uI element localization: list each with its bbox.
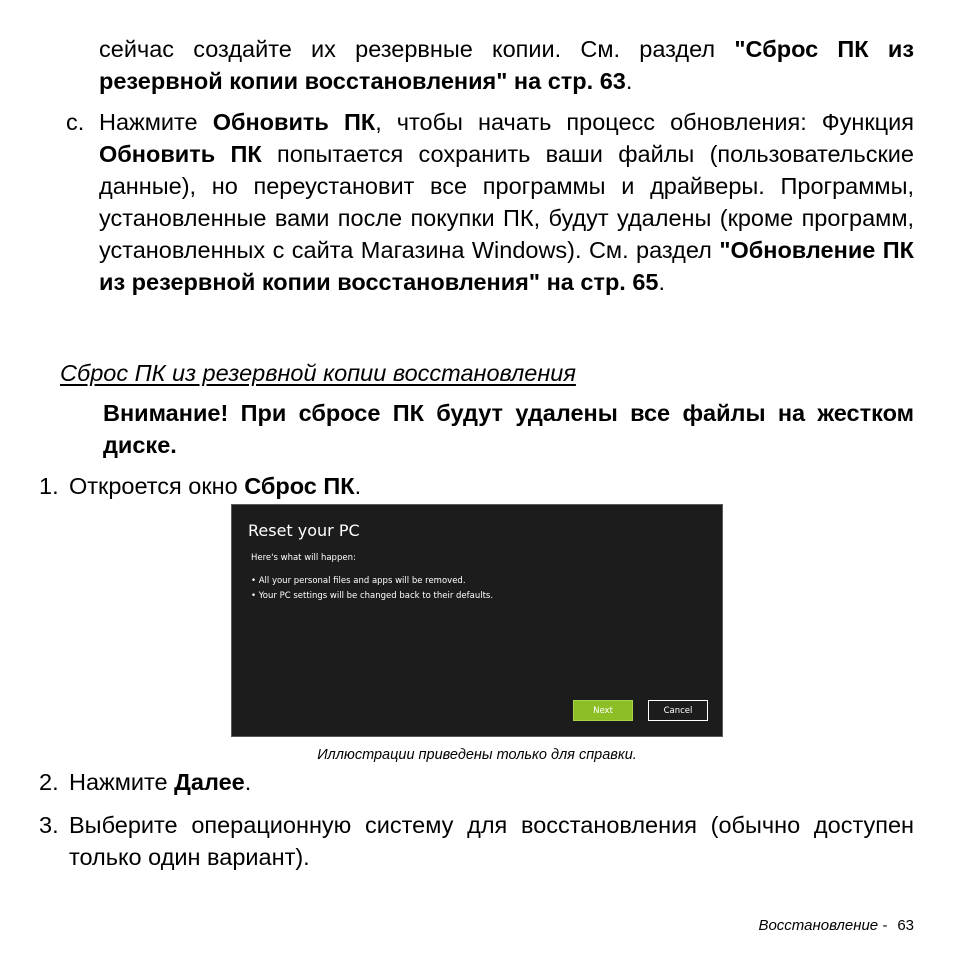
window-title: Reset your PC [248, 521, 360, 540]
continuation-paragraph: сейчас создайте их резервные копии. См. раздел "Сброс ПК из резервной копии восстановления" на стр. 63. [99, 36, 915, 94]
list-marker-c: c. [66, 109, 85, 135]
list-item: • Your PC settings will be changed back to their defaults. [251, 591, 494, 601]
step-1: Откроется окно Сброс ПК. [69, 473, 362, 499]
step-marker-1: 1. [39, 473, 59, 499]
step-marker-3: 3. [39, 812, 59, 838]
page-footer [758, 917, 914, 934]
reset-pc-screenshot [231, 504, 723, 737]
list-item-c: Нажмите Обновить ПК, чтобы начать процесс обновления: Функция Обновить ПК попытается сохранить ваши файлы (пользовательские данные), но переустановит все программы и драйверы. Программы, установленные вами после покупки ПК, будут удалены (кроме программ, установленных с сайта Магазина Windows). См. раздел "Обновление ПК из резервной копии восстановления" на стр. 65. [99, 109, 914, 295]
figure-caption: Иллюстрации приведены только для справки. [317, 747, 637, 763]
cancel-button[interactable]: Cancel [648, 700, 708, 721]
window-subtitle: Here's what will happen: [251, 553, 356, 563]
bullet-list [251, 574, 493, 604]
cross-reference-link: "Обновление ПК из резервной копии восстановления" на стр. 65 [99, 237, 914, 295]
step-3: Выберите операционную систему для восстановления (обычно доступен только один вариант). [69, 812, 914, 870]
next-button[interactable]: Next [573, 700, 633, 721]
step-2: Нажмите Далее. [69, 769, 252, 795]
list-item: • All your personal files and apps will be removed. [251, 576, 466, 586]
section-heading: Сброс ПК из резервной копии восстановления [60, 360, 576, 386]
cross-reference-link: "Сброс ПК из резервной копии восстановления" на стр. 63 [99, 36, 915, 94]
footer-section: Восстановление - [758, 917, 888, 934]
warning-note: Внимание! При сбросе ПК будут удалены все файлы на жестком диске. [103, 400, 914, 458]
step-marker-2: 2. [39, 769, 59, 795]
page-number: 63 [897, 917, 914, 934]
